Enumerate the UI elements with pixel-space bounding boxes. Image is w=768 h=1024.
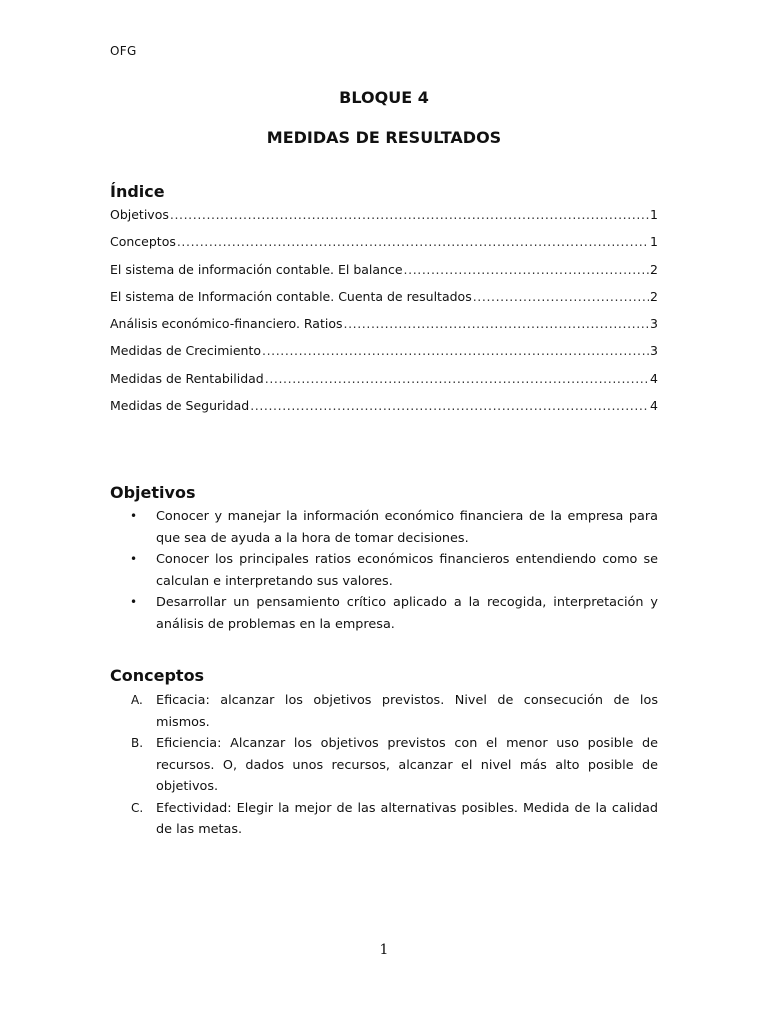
toc-entry[interactable] <box>110 234 658 261</box>
list-item-text: Eficiencia: Alcanzar los objetivos previstos con el menor uso posible de recursos. O, dados unos recursos, alcanzar el nivel más alto posible de objetivos. <box>156 736 658 794</box>
objetivos-list <box>110 506 658 635</box>
list-marker: B. <box>131 736 144 750</box>
list-item-text: Eficacia: alcanzar los objetivos previstos. Nivel de consecución de los mismos. <box>156 693 658 730</box>
objetivos-heading: Objetivos <box>110 483 196 502</box>
toc-entry-page: 2 <box>650 288 658 304</box>
bullet-icon: • <box>130 552 138 566</box>
toc-entry[interactable] <box>110 207 658 234</box>
conceptos-list <box>110 690 658 841</box>
toc-entry[interactable] <box>110 343 658 370</box>
index-heading: Índice <box>110 182 165 201</box>
toc-entry-page: 4 <box>650 370 658 386</box>
toc-entry-page: 3 <box>650 316 658 332</box>
toc-entry-text: El sistema de información contable. El balance <box>110 261 403 277</box>
toc-leader-dots <box>473 289 649 304</box>
list-item-text: Efectividad: Elegir la mejor de las alternativas posibles. Medida de la calidad de las metas. <box>156 800 658 837</box>
list-item-text: Conocer los principales ratios económicos financieros entendiendo como se calculan e interpretando sus valores. <box>156 552 658 589</box>
toc-leader-dots <box>250 398 649 413</box>
toc-entry-text: El sistema de Información contable. Cuenta de resultados <box>110 288 472 304</box>
toc-leader-dots <box>404 262 650 277</box>
list-item <box>110 549 658 592</box>
bullet-icon: • <box>130 509 138 523</box>
toc-entry-text: Conceptos <box>110 234 176 250</box>
toc-leader-dots <box>177 234 649 249</box>
list-marker: C. <box>131 800 144 815</box>
toc-entry[interactable] <box>110 289 658 316</box>
toc-entry-page: 3 <box>650 343 658 359</box>
block-title: BLOQUE 4 <box>339 88 429 107</box>
list-item-text: Desarrollar un pensamiento crítico aplicado a la recogida, interpretación y análisis de problemas en la empresa. <box>156 595 658 632</box>
list-item-text: Conocer y manejar la información económico financiera de la empresa para que sea de ayuda a la hora de tomar decisiones. <box>156 509 658 546</box>
list-item <box>110 798 658 841</box>
toc-entry[interactable] <box>110 398 658 425</box>
toc-entry[interactable] <box>110 371 658 398</box>
toc-leader-dots <box>344 316 650 331</box>
list-item <box>110 506 658 549</box>
toc-entry-text: Medidas de Crecimiento <box>110 343 262 359</box>
toc-entry-text: Medidas de Seguridad <box>110 398 250 414</box>
page-number: 1 <box>379 942 389 958</box>
toc-entry-page: 1 <box>650 234 658 250</box>
bullet-icon: • <box>130 595 138 609</box>
table-of-contents <box>110 207 658 425</box>
toc-entry-text: Medidas de Rentabilidad <box>110 370 264 386</box>
toc-entry-page: 1 <box>650 207 658 222</box>
toc-entry[interactable] <box>110 262 658 289</box>
toc-entry-page: 2 <box>650 261 658 277</box>
header-label: OFG <box>110 44 137 58</box>
toc-entry-text: Análisis económico-financiero. Ratios <box>110 316 343 332</box>
list-item <box>110 690 658 733</box>
toc-leader-dots <box>265 371 649 386</box>
toc-entry-page: 4 <box>650 398 658 414</box>
toc-entry[interactable] <box>110 316 658 343</box>
toc-leader-dots <box>170 207 649 222</box>
list-item <box>110 733 658 798</box>
document-subtitle: MEDIDAS DE RESULTADOS <box>266 128 502 147</box>
list-item <box>110 592 658 635</box>
conceptos-heading: Conceptos <box>110 666 205 685</box>
toc-entry-text: Objetivos <box>110 207 169 222</box>
list-marker: A. <box>131 693 143 707</box>
toc-leader-dots <box>262 343 649 358</box>
